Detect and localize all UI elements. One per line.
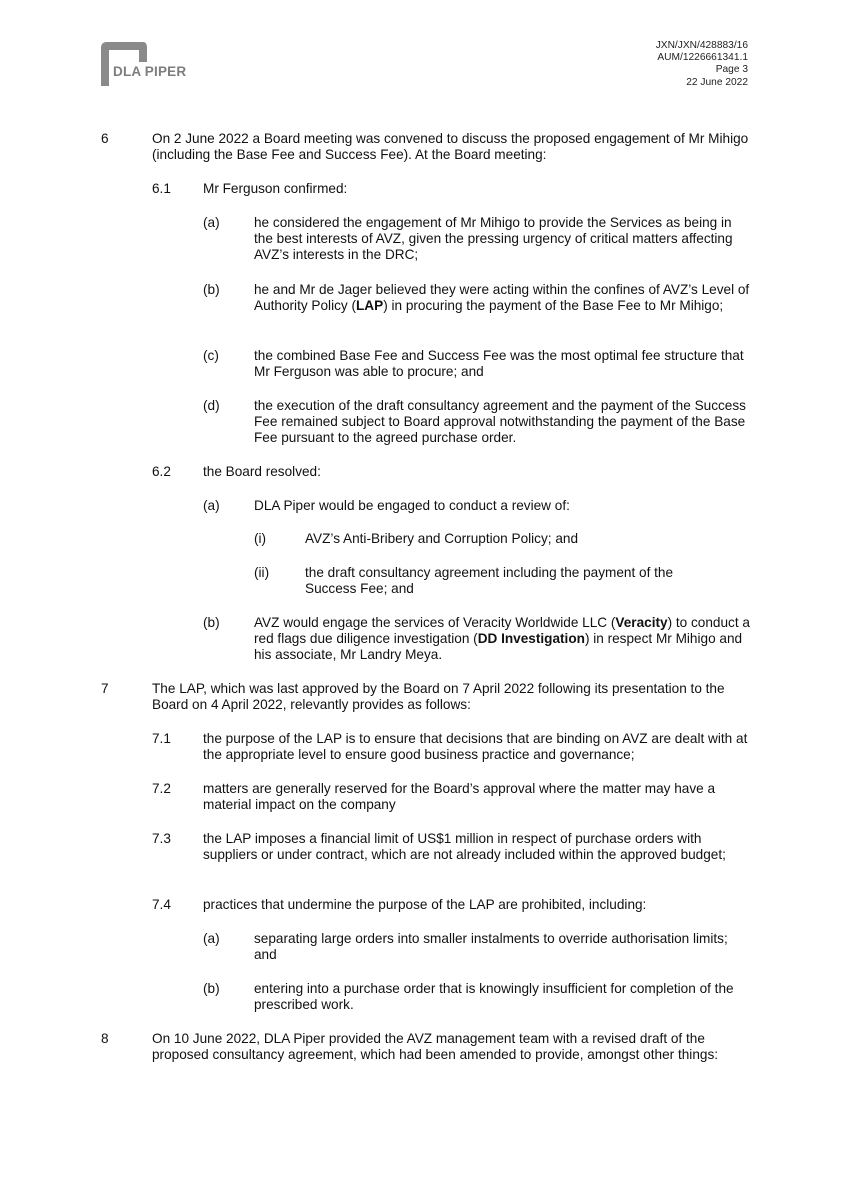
paragraph-number: 7.2 [152, 781, 171, 796]
paragraph-text: On 10 June 2022, DLA Piper provided the AVZ management team with a revised draft of the proposed consultancy agreement, which had been amended to provide, amongst other things: [152, 1031, 719, 1063]
logo-text: DLA PIPER [113, 64, 187, 79]
paragraph-text: Mr Ferguson confirmed: [203, 181, 348, 196]
paragraph-text: matters are generally reserved for the Board’s approval where the matter may have a material impact on the company [203, 781, 716, 813]
paragraph-number: (b) [203, 282, 220, 297]
paragraph-text: the draft consultancy agreement including the payment of the Success Fee; and [305, 565, 674, 597]
text-run: ) to conduct a red flags due diligence investigation ( [254, 615, 750, 647]
dla-piper-logo [99, 40, 189, 88]
paragraph-text: the purpose of the LAP is to ensure that decisions that are binding on AVZ are dealt with at the appropriate level to ensure good business practice and governance; [203, 731, 748, 763]
paragraph-number: 6 [101, 131, 109, 146]
paragraph-text: On 2 June 2022 a Board meeting was convened to discuss the proposed engagement of Mr Mihigo (including the Base Fee and Success Fee). At the Board meeting: [152, 131, 749, 163]
paragraph-number: 7.4 [152, 897, 171, 912]
paragraph-text: the Board resolved: [203, 464, 321, 479]
paragraph-text: entering into a purchase order that is knowingly insufficient for completion of the prescribed work. [254, 981, 734, 1013]
paragraph-number: (ii) [254, 565, 270, 580]
paragraph-text: the combined Base Fee and Success Fee was the most optimal fee structure that Mr Ferguson was able to procure; and [254, 348, 744, 380]
text-run: he and Mr de Jager believed they were acting within the confines of AVZ’s Level of Authority Policy ( [254, 282, 750, 314]
paragraph-number: 7 [101, 681, 109, 696]
paragraph-text [254, 282, 750, 314]
paragraph-number: (a) [203, 931, 220, 946]
paragraph-text [254, 615, 750, 664]
paragraph-number: (b) [203, 615, 220, 630]
paragraph-number: 6.2 [152, 464, 171, 479]
ref-line: AUM/1226661341.1 [657, 52, 748, 64]
paragraph-number: (a) [203, 498, 220, 513]
document-date: 22 June 2022 [686, 76, 748, 88]
defined-term: DD Investigation [477, 631, 585, 647]
text-run: AVZ would engage the services of Veracity Worldwide LLC ( [254, 615, 616, 630]
paragraph-number: 7.1 [152, 731, 171, 746]
defined-term: LAP [356, 298, 384, 314]
paragraph-text: the execution of the draft consultancy agreement and the payment of the Success Fee remained subject to Board approval notwithstanding the payment of the Base Fee pursuant to the agreed purchase order. [254, 398, 746, 446]
paragraph-text: separating large orders into smaller instalments to override authorisation limits; and [254, 931, 728, 963]
paragraph-number: (d) [203, 398, 220, 413]
paragraph-number: 8 [101, 1031, 109, 1046]
page-number: Page 3 [715, 64, 748, 76]
text-run: ) in respect Mr Mihigo and his associate, Mr Landry Meya. [254, 631, 743, 663]
ref-line: JXN/JXN/428883/16 [655, 40, 748, 51]
paragraph-number: (c) [203, 348, 219, 363]
paragraph-number: 7.3 [152, 831, 171, 846]
paragraph-text: he considered the engagement of Mr Mihigo to provide the Services as being in the best interests of AVZ, given the pressing urgency of critical matters affecting AVZ’s interests in the DRC; [254, 215, 733, 263]
paragraph-text: DLA Piper would be engaged to conduct a review of: [254, 498, 570, 513]
text-run: ) in procuring the payment of the Base Fee to Mr Mihigo; [383, 298, 724, 314]
paragraph-number: 6.1 [152, 181, 171, 196]
paragraph-text: AVZ’s Anti-Bribery and Corruption Policy; and [305, 531, 579, 546]
paragraph-number: (i) [254, 531, 267, 546]
defined-term: Veracity [615, 615, 668, 630]
paragraph-text: practices that undermine the purpose of the LAP are prohibited, including: [203, 897, 647, 912]
paragraph-number: (b) [203, 981, 220, 996]
paragraph-number: (a) [203, 215, 220, 230]
paragraph-text: The LAP, which was last approved by the Board on 7 April 2022 following its presentation to the Board on 4 April 2022, relevantly provides as follows: [152, 681, 725, 713]
paragraph-text: the LAP imposes a financial limit of US$1 million in respect of purchase orders with suppliers or under contract, which are not already included within the approved budget; [203, 831, 726, 863]
document-reference [656, 40, 748, 89]
